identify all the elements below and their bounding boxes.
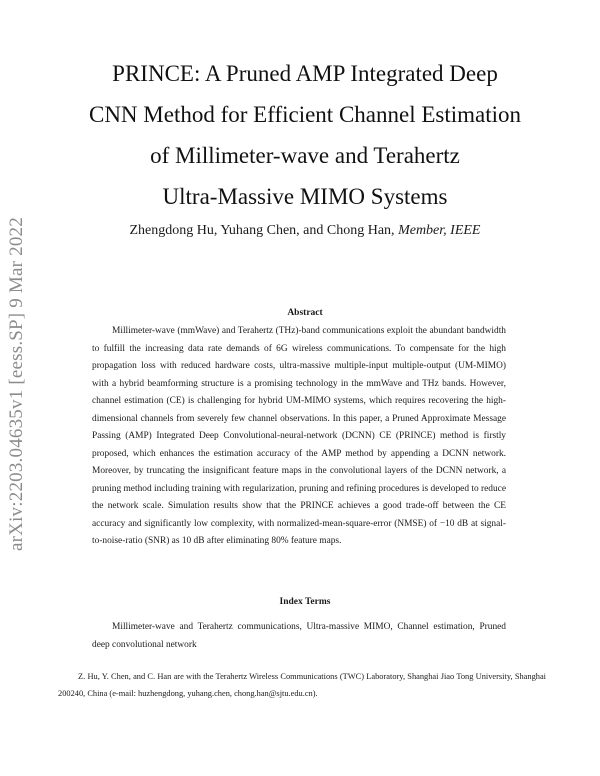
footnote-text: Z. Hu, Y. Chen, and C. Han are with the Terahertz Wireless Communications (TWC) Laboratory, Shanghai Jiao Tong University, Shanghai 200240, China (e-mail: huzhengdong, yuhang.chen, chong.han@sjtu.edu.cn). — [58, 672, 546, 698]
index-terms-heading: Index Terms — [279, 597, 331, 607]
abstract-text: Millimeter-wave (mmWave) and Terahertz (THz)-band communications exploit the abundant bandwidth to fulfill the increasing data rate demands of 6G wireless communications. To compensate for the high propagation loss with reduced hardware costs, ultra-massive multiple-input multiple-output (UM-MIMO) with a hybrid beamforming structure is a promising technology in the mmWave and THz bands. However, channel estimation (CE) is challenging for hybrid UM-MIMO systems, which requires recovering the high-dimensional channels from severely few channel observations. In this paper, a Pruned Approximate Message Passing (AMP) Integrated Deep Convolutional-neural-network (DCNN) CE (PRINCE) method is firstly proposed, which enhances the estimation accuracy of the AMP method by appending a DCNN network. Moreover, by truncating the insignificant feature maps in the convolutional layers of the DCNN network, a pruning method including training with regularization, pruning and refining procedures is developed to reduce the network scale. Simulation results show that the PRINCE achieves a good trade-off between the CE accuracy and significantly low complexity, with normalized-mean-square-error (NMSE) of −10 dB at signal-to-noise-ratio (SNR) as 10 dB after eliminating 80% feature maps. — [92, 326, 506, 546]
index-terms-body — [92, 619, 506, 654]
title-line: PRINCE: A Pruned AMP Integrated Deep — [112, 61, 498, 86]
abstract-heading: Abstract — [287, 308, 323, 318]
arxiv-identifier: arXiv:2203.04635v1 [eess.SP] 9 Mar 2022 — [6, 217, 27, 551]
abstract-body — [92, 323, 506, 551]
title-line: of Millimeter-wave and Terahertz — [150, 143, 460, 168]
author-footnote — [58, 668, 546, 702]
title-line: Ultra-Massive MIMO Systems — [162, 184, 448, 209]
author-line — [60, 223, 550, 239]
paper-title — [60, 53, 550, 217]
author-names: Zhengdong Hu, Yuhang Chen, and Chong Han, — [129, 223, 399, 238]
index-terms-text: Millimeter-wave and Terahertz communications, Ultra-massive MIMO, Channel estimation, Pruned deep convolutional network — [92, 622, 506, 650]
author-affiliation: Member, IEEE — [398, 223, 481, 238]
title-line: CNN Method for Efficient Channel Estimation — [88, 102, 522, 127]
